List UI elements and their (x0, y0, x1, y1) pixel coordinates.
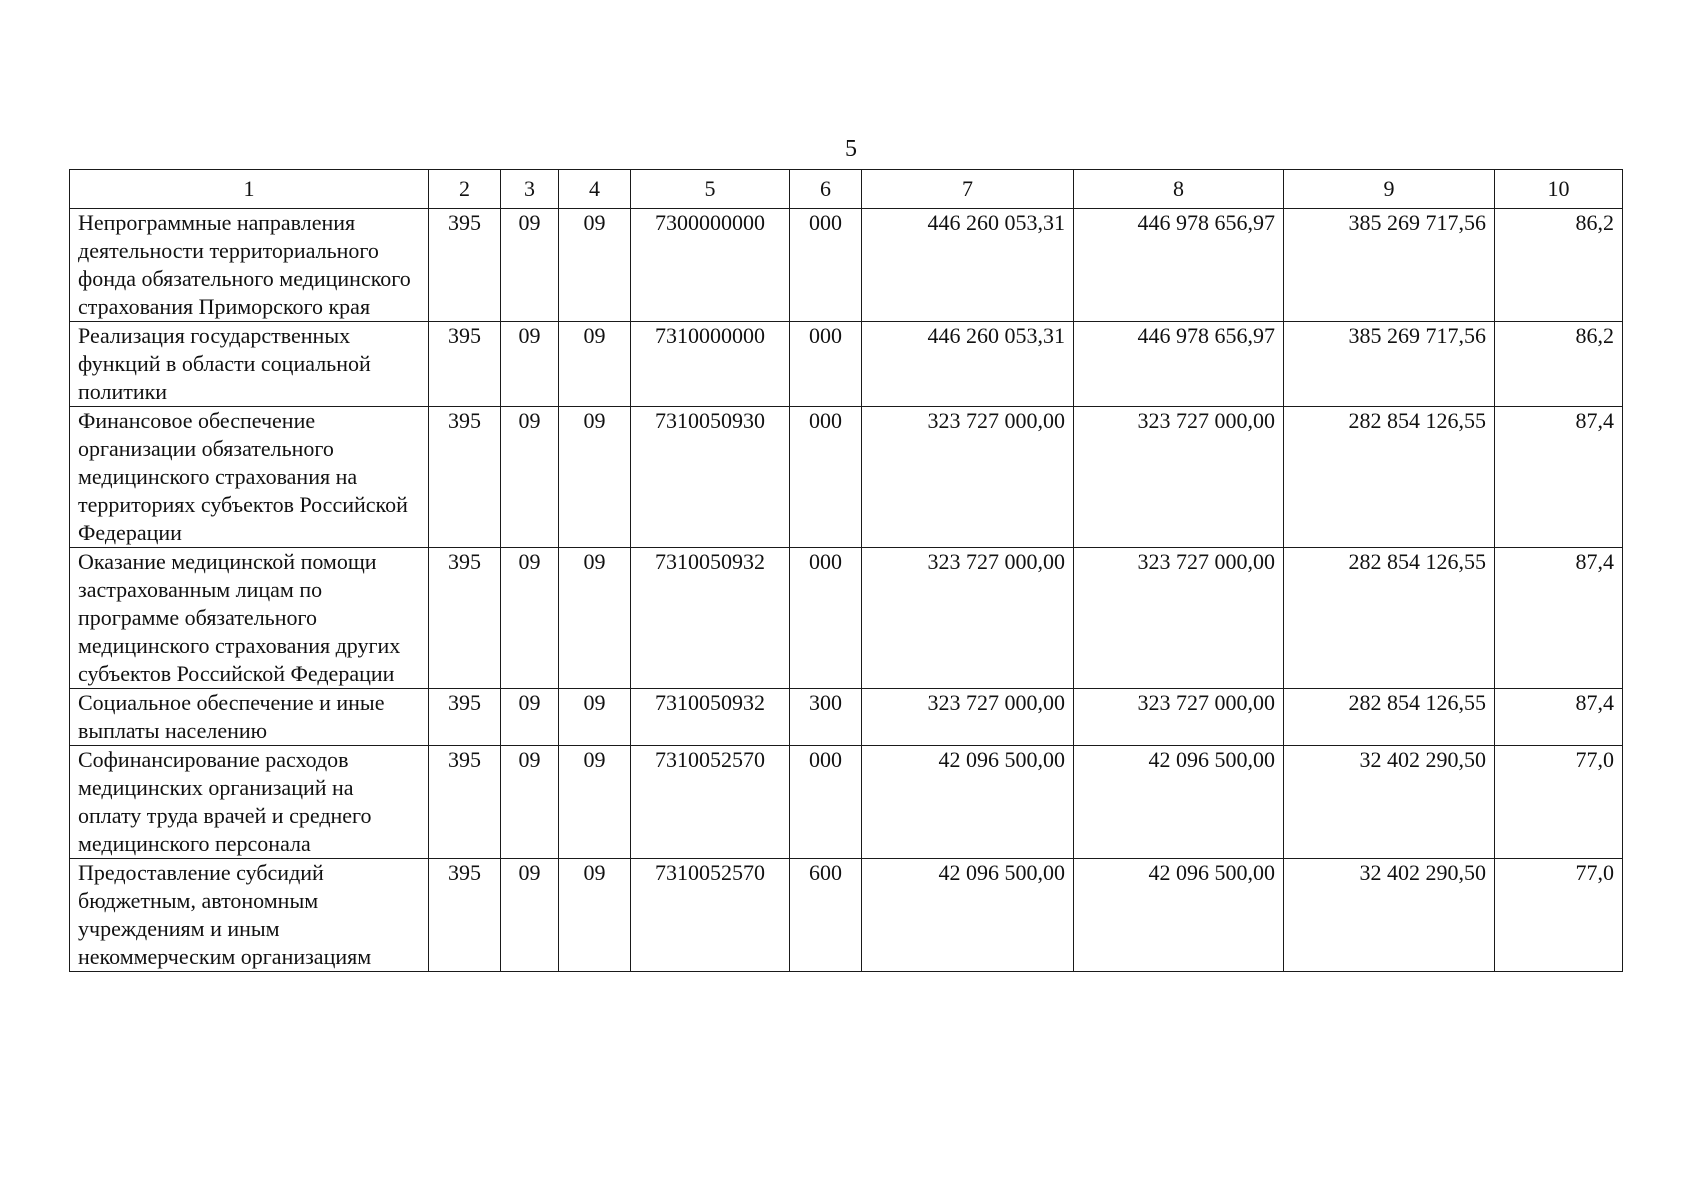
cell-col-2: 395 (429, 859, 501, 972)
cell-col-9: 385 269 717,56 (1284, 322, 1495, 407)
table-row (70, 746, 1623, 859)
cell-col-10: 86,2 (1495, 209, 1623, 322)
row-name: Финансовое обеспечение организации обязательного медицинского страхования на территориях субъектов Российской Федерации (70, 407, 429, 548)
cell-col-9: 32 402 290,50 (1284, 746, 1495, 859)
column-header: 2 (429, 170, 501, 209)
cell-col-10: 87,4 (1495, 689, 1623, 746)
cell-col-2: 395 (429, 746, 501, 859)
cell-col-2: 395 (429, 407, 501, 548)
cell-col-7: 323 727 000,00 (862, 407, 1074, 548)
cell-col-8: 446 978 656,97 (1074, 322, 1284, 407)
cell-col-8: 42 096 500,00 (1074, 746, 1284, 859)
cell-col-9: 282 854 126,55 (1284, 689, 1495, 746)
row-name: Непрограммные направления деятельности территориального фонда обязательного медицинского страхования Приморского края (70, 209, 429, 322)
cell-col-7: 323 727 000,00 (862, 689, 1074, 746)
cell-col-4: 09 (559, 548, 631, 689)
cell-col-6: 000 (790, 322, 862, 407)
table-row (70, 689, 1623, 746)
cell-col-6: 600 (790, 859, 862, 972)
column-header: 1 (70, 170, 429, 209)
column-header: 7 (862, 170, 1074, 209)
header-row (70, 170, 1623, 209)
cell-col-7: 323 727 000,00 (862, 548, 1074, 689)
cell-col-5: 7310052570 (631, 859, 790, 972)
cell-col-3: 09 (501, 322, 559, 407)
cell-col-8: 42 096 500,00 (1074, 859, 1284, 972)
cell-col-3: 09 (501, 859, 559, 972)
cell-col-5: 7310050930 (631, 407, 790, 548)
column-header: 8 (1074, 170, 1284, 209)
column-header: 10 (1495, 170, 1623, 209)
cell-col-10: 86,2 (1495, 322, 1623, 407)
table-row (70, 322, 1623, 407)
page-number: 5 (845, 136, 857, 162)
cell-col-3: 09 (501, 209, 559, 322)
cell-col-3: 09 (501, 548, 559, 689)
cell-col-4: 09 (559, 209, 631, 322)
cell-col-5: 7300000000 (631, 209, 790, 322)
cell-col-7: 446 260 053,31 (862, 209, 1074, 322)
cell-col-7: 42 096 500,00 (862, 746, 1074, 859)
table-row (70, 548, 1623, 689)
cell-col-7: 42 096 500,00 (862, 859, 1074, 972)
row-name: Социальное обеспечение и иные выплаты населению (70, 689, 429, 746)
cell-col-3: 09 (501, 407, 559, 548)
cell-col-3: 09 (501, 746, 559, 859)
table-row (70, 209, 1623, 322)
cell-col-10: 87,4 (1495, 407, 1623, 548)
table-row (70, 859, 1623, 972)
cell-col-6: 300 (790, 689, 862, 746)
cell-col-6: 000 (790, 548, 862, 689)
cell-col-6: 000 (790, 407, 862, 548)
column-header: 4 (559, 170, 631, 209)
cell-col-2: 395 (429, 548, 501, 689)
cell-col-8: 446 978 656,97 (1074, 209, 1284, 322)
cell-col-5: 7310000000 (631, 322, 790, 407)
cell-col-4: 09 (559, 689, 631, 746)
cell-col-9: 282 854 126,55 (1284, 407, 1495, 548)
cell-col-8: 323 727 000,00 (1074, 548, 1284, 689)
cell-col-4: 09 (559, 859, 631, 972)
cell-col-10: 77,0 (1495, 746, 1623, 859)
cell-col-9: 282 854 126,55 (1284, 548, 1495, 689)
cell-col-7: 446 260 053,31 (862, 322, 1074, 407)
cell-col-5: 7310052570 (631, 746, 790, 859)
row-name: Предоставление субсидий бюджетным, автономным учреждениям и иным некоммерческим организациям (70, 859, 429, 972)
cell-col-8: 323 727 000,00 (1074, 689, 1284, 746)
column-header: 5 (631, 170, 790, 209)
cell-col-4: 09 (559, 322, 631, 407)
cell-col-3: 09 (501, 689, 559, 746)
cell-col-6: 000 (790, 746, 862, 859)
cell-col-10: 77,0 (1495, 859, 1623, 972)
cell-col-2: 395 (429, 689, 501, 746)
budget-table (69, 169, 1623, 972)
cell-col-2: 395 (429, 209, 501, 322)
row-name: Реализация государственных функций в области социальной политики (70, 322, 429, 407)
row-name: Софинансирование расходов медицинских организаций на оплату труда врачей и среднего медицинского персонала (70, 746, 429, 859)
cell-col-4: 09 (559, 746, 631, 859)
cell-col-9: 32 402 290,50 (1284, 859, 1495, 972)
column-header: 9 (1284, 170, 1495, 209)
table-row (70, 407, 1623, 548)
cell-col-5: 7310050932 (631, 548, 790, 689)
column-header: 6 (790, 170, 862, 209)
cell-col-9: 385 269 717,56 (1284, 209, 1495, 322)
cell-col-4: 09 (559, 407, 631, 548)
cell-col-2: 395 (429, 322, 501, 407)
cell-col-5: 7310050932 (631, 689, 790, 746)
cell-col-8: 323 727 000,00 (1074, 407, 1284, 548)
cell-col-10: 87,4 (1495, 548, 1623, 689)
column-header: 3 (501, 170, 559, 209)
cell-col-6: 000 (790, 209, 862, 322)
row-name: Оказание медицинской помощи застрахованным лицам по программе обязательного медицинского страхования других субъектов Российской Федерации (70, 548, 429, 689)
